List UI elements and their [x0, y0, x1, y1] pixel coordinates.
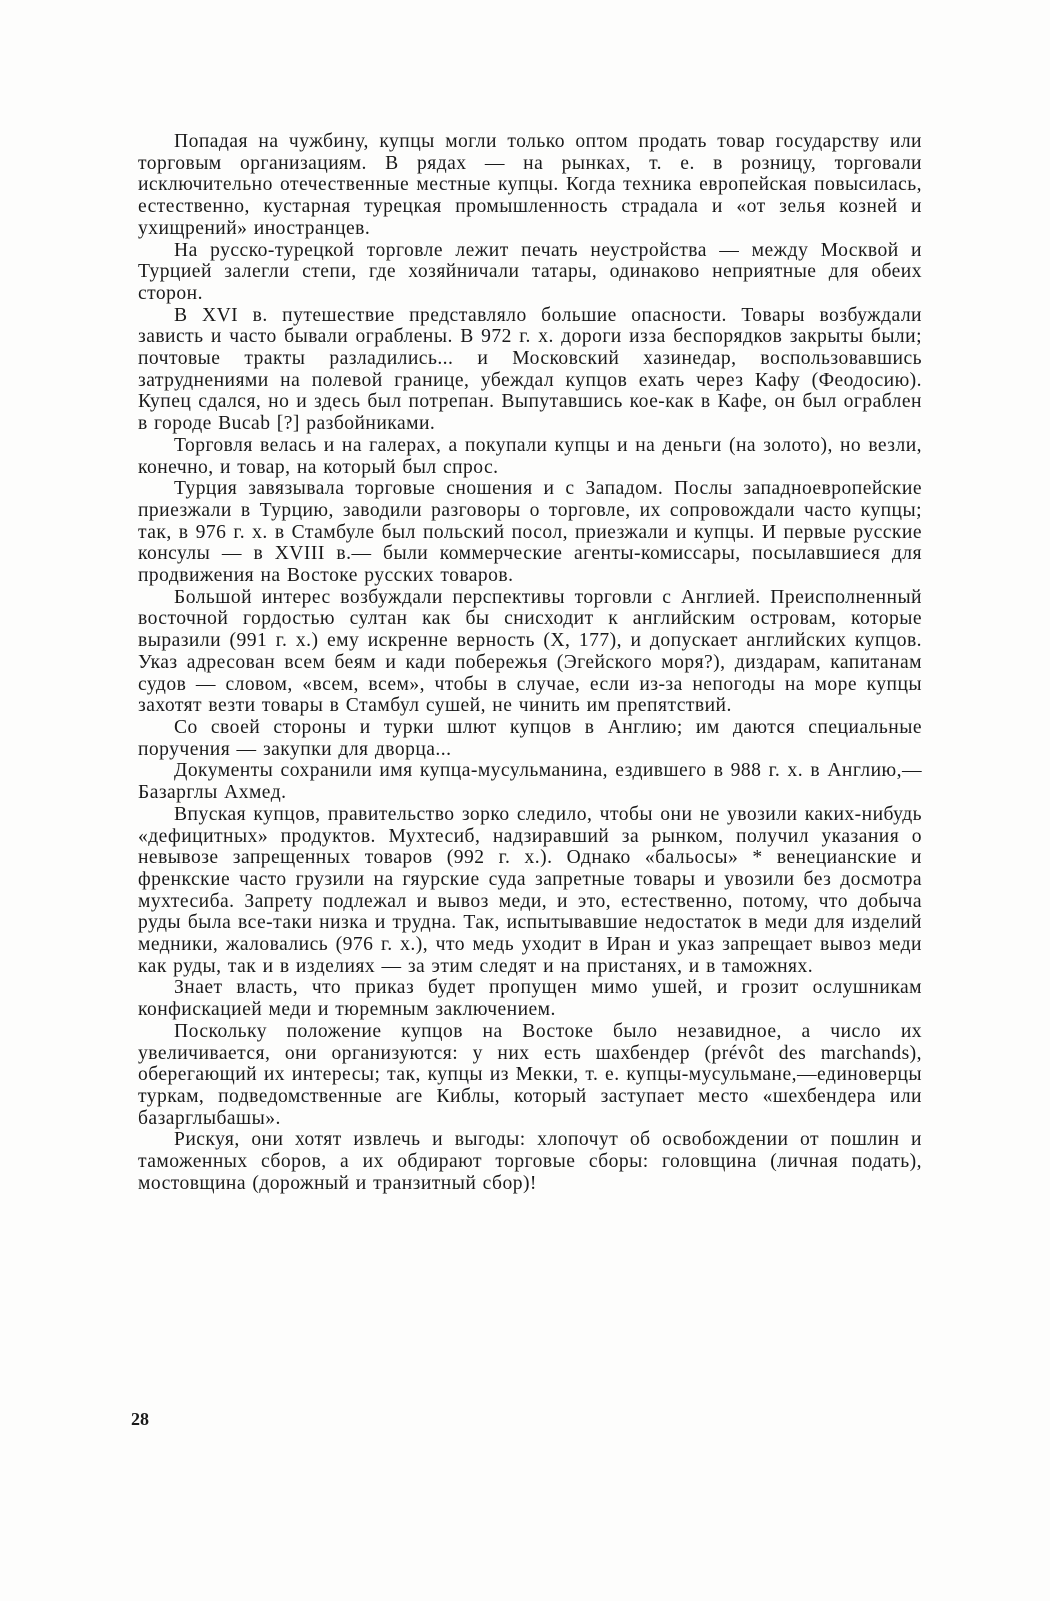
paragraph: На русско-турецкой торговле лежит печать неустройства — между Москвой и Турцией залегли степи, где хозяйничали татары, одинаково неприятные для обеих сторон. — [138, 239, 922, 304]
paragraph: Знает власть, что приказ будет пропущен мимо ушей, и грозит ослушникам конфискацией меди и тюремным заключением. — [138, 977, 922, 1021]
body-text — [138, 131, 922, 1194]
paragraph: Турция завязывала торговые сношения и с Западом. Послы западноевропейские приезжали в Турцию, заводили разговоры о торговле, их сопровождали часто купцы; так, в 976 г. х. в Стамбуле был польский посол, приезжали и купцы. И первые русские консулы — в XVIII в.— были коммерческие агенты-комиссары, посылавшиеся для продвижения на Востоке русских товаров. — [138, 478, 922, 587]
paragraph: Документы сохранили имя купца-мусульманина, ездившего в 988 г. х. в Англию,— Базарглы Ахмед. — [138, 760, 922, 804]
paragraph: Со своей стороны и турки шлют купцов в Англию; им даются специальные поручения — закупки для дворца... — [138, 716, 922, 760]
paragraph: Рискуя, они хотят извлечь и выгоды: хлопочут об освобождении от пошлин и таможенных сборов, а их обдирают торговые сборы: головщина (личная подать), мостовщина (дорожный и транзитный сбор)! — [138, 1129, 922, 1194]
paragraph: Впуская купцов, правительство зорко следило, чтобы они не увозили каких-нибудь «дефицитных» продуктов. Мухтесиб, надзиравший за рынком, получил указания о невывозе запрещенных товаров (992 г. х.). Однако «бальосы» * венецианские и френкские часто грузили на гяурские суда запретные товары и увозили без досмотра мухтесиба. Запрету подлежал и вывоз меди, и это, естественно, потому, что добыча руды была все-таки низка и трудна. Так, испытывавшие недостаток в меди для изделий медники, жаловались (976 г. х.), что медь уходит в Иран и указ запрещает вывоз меди как руды, так и в изделиях — за этим следят и на пристанях, и в таможнях. — [138, 803, 922, 977]
page-number: 28 — [131, 1409, 149, 1429]
paragraph: Попадая на чужбину, купцы могли только оптом продать товар государству или торговым организациям. В рядах — на рынках, т. е. в розницу, торговали исключительно отечественные местные купцы. Когда техника европейская повысилась, естественно, кустарная турецкая промышленность страдала и «от зелья козней и ухищрений» иностранцев. — [138, 131, 922, 239]
paragraph: В XVI в. путешествие представляло большие опасности. Товары возбуждали зависть и часто бывали ограблены. В 972 г. х. дороги изза беспорядков закрыты были; почтовые тракты разладились... и Московский хазинедар, воспользовавшись затруднениями на полевой границе, убеждал купцов ехать через Кафу (Феодосию). Купец сдался, но и здесь был потрепан. Выпутавшись кое-как в Кафе, он был ограблен в городе Bucab [?] разбойниками. — [138, 304, 922, 435]
paragraph: Большой интерес возбуждали перспективы торговли с Англией. Преисполненный восточной гордостью султан как бы снисходит к английским островам, которые выразили (991 г. х.) ему искренне верность (X, 177), и допускает английских купцов. Указ адресован всем беям и кади побережья (Эгейского моря?), диздарам, капитанам судов — словом, «всем, всем», чтобы в случае, если из-за непогоды на море купцы захотят везти товары в Стамбул сушей, не чинить им препятствий. — [138, 586, 922, 717]
paragraph: Поскольку положение купцов на Востоке было незавидное, а число их увеличивается, они организуются: у них есть шахбендер (prévôt des marchands), оберегающий их интересы; так, купцы из Мекки, т. е. купцы-мусульмане,—единоверцы туркам, подведомственные аге Киблы, который заступает место «шехбендера или базарглыбашы». — [138, 1020, 922, 1129]
paragraph: Торговля велась и на галерах, а покупали купцы и на деньги (на золото), но везли, конечно, и товар, на который был спрос. — [138, 434, 922, 478]
